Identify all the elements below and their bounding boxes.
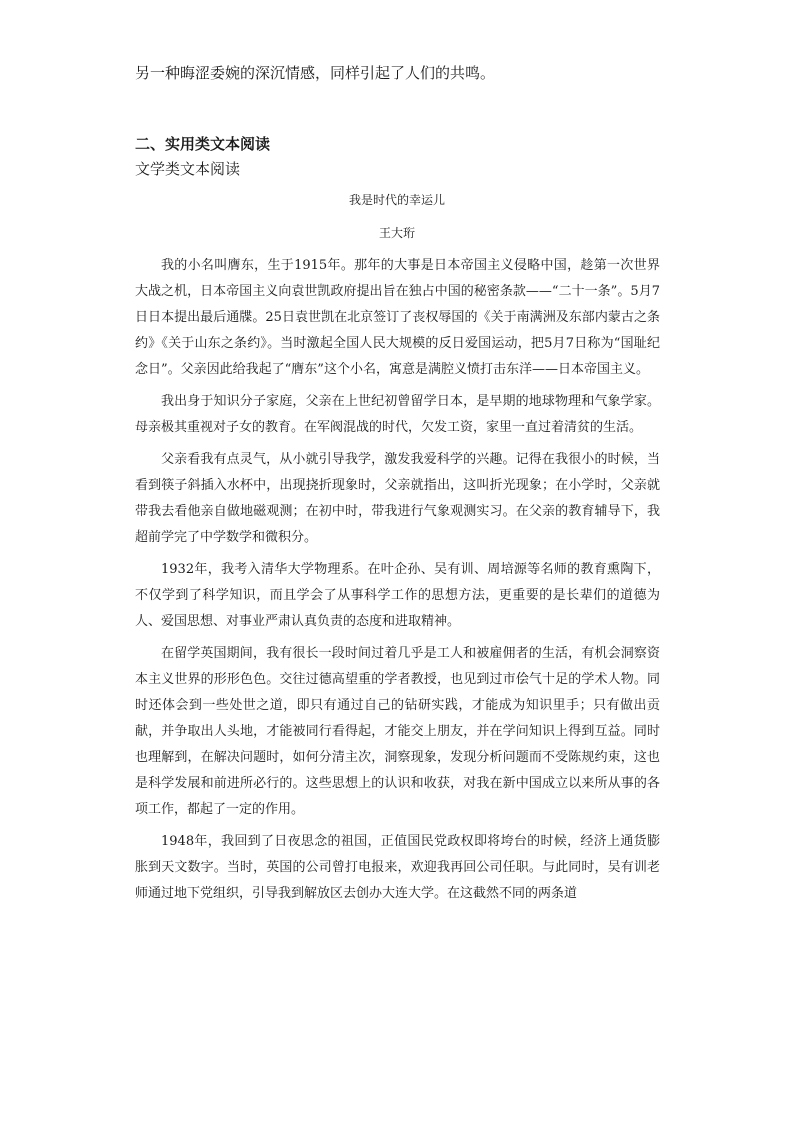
article-paragraph: 父亲看我有点灵气，从小就引导我学，激发我爱科学的兴趣。记得在我很小的时候，当看到筷子斜插入水杯中，出现挠折现象时，父亲就指出，这叫折光现象；在小学时，父亲就带我去看他亲自做地磁观测；在初中时，带我进行气象观测实习。在父亲的教育辅导下，我超前学完了中学数学和微积分。 (135, 452, 660, 545)
article-paragraph: 我的小名叫膺东，生于1915年。那年的大事是日本帝国主义侵略中国，趁第一次世界大战之机，日本帝国主义向袁世凯政府提出旨在独占中国的秘密条款——“二十一条”。5月7日日本提出最后通牒。25日袁世凯在北京签订了丧权辱国的《关于南满洲及东部内蒙古之条约》《关于山东之条约》。当时激起全国人民大规模的反日爱国运动，把5月7日称为“国耻纪念日”。父亲因此给我起了“膺东”这个小名，寓意是满腔义愤打击东洋——日本帝国主义。 (135, 258, 660, 377)
previous-paragraph-tail: 另一种晦涩委婉的深沉情感，同样引起了人们的共鸣。 (135, 64, 496, 82)
section-heading: 二、实用类文本阅读 (135, 135, 271, 153)
article-paragraph: 1948年，我回到了日夜思念的祖国，正值国民党政权即将垮台的时候，经济上通货膨胀到天文数字。当时，英国的公司曾打电报来，欢迎我再回公司任职。与此同时，吴有训老师通过地下党组织，引导我到解放区去创办大连大学。在这截然不同的两条道 (135, 834, 660, 901)
article-body (135, 253, 660, 913)
article-paragraph: 1932年，我考入清华大学物理系。在叶企孙、吴有训、周培源等名师的教育熏陶下，不仅学到了科学知识，而且学会了从事科学工作的思想方法，更重要的是长辈们的道德为人、爱国思想、对事业严肃认真负责的态度和进取精神。 (135, 562, 660, 629)
article-paragraph: 在留学英国期间，我有很长一段时间过着几乎是工人和被雇佣者的生活，有机会洞察资本主义世界的形形色色。交往过德高望重的学者教授，也见到过市侩气十足的学术人物。同时还体会到一些处世之道，即只有通过自己的钻研实践，才能成为知识里手；只有做出贡献，并争取出人头地，才能被同行看得起，才能交上朋友，并在学问知识上得到互益。同时也理解到，在解决问题时，如何分清主次，洞察现象，发现分析问题而不受陈规约束，这也是科学发展和前进所必行的。这些思想上的认识和收获，对我在新中国成立以来所从事的各项工作，都起了一定的作用。 (135, 646, 660, 817)
article-title: 我是时代的幸运儿 (348, 193, 445, 207)
section-subheading: 文学类文本阅读 (135, 160, 241, 178)
article-paragraph: 我出身于知识分子家庭，父亲在上世纪初曾留学日本，是早期的地球物理和气象学家。母亲极其重视对子女的教育。在军阀混战的时代，欠发工资，家里一直过着清贫的生活。 (135, 394, 660, 435)
article-author: 王大珩 (378, 226, 415, 240)
